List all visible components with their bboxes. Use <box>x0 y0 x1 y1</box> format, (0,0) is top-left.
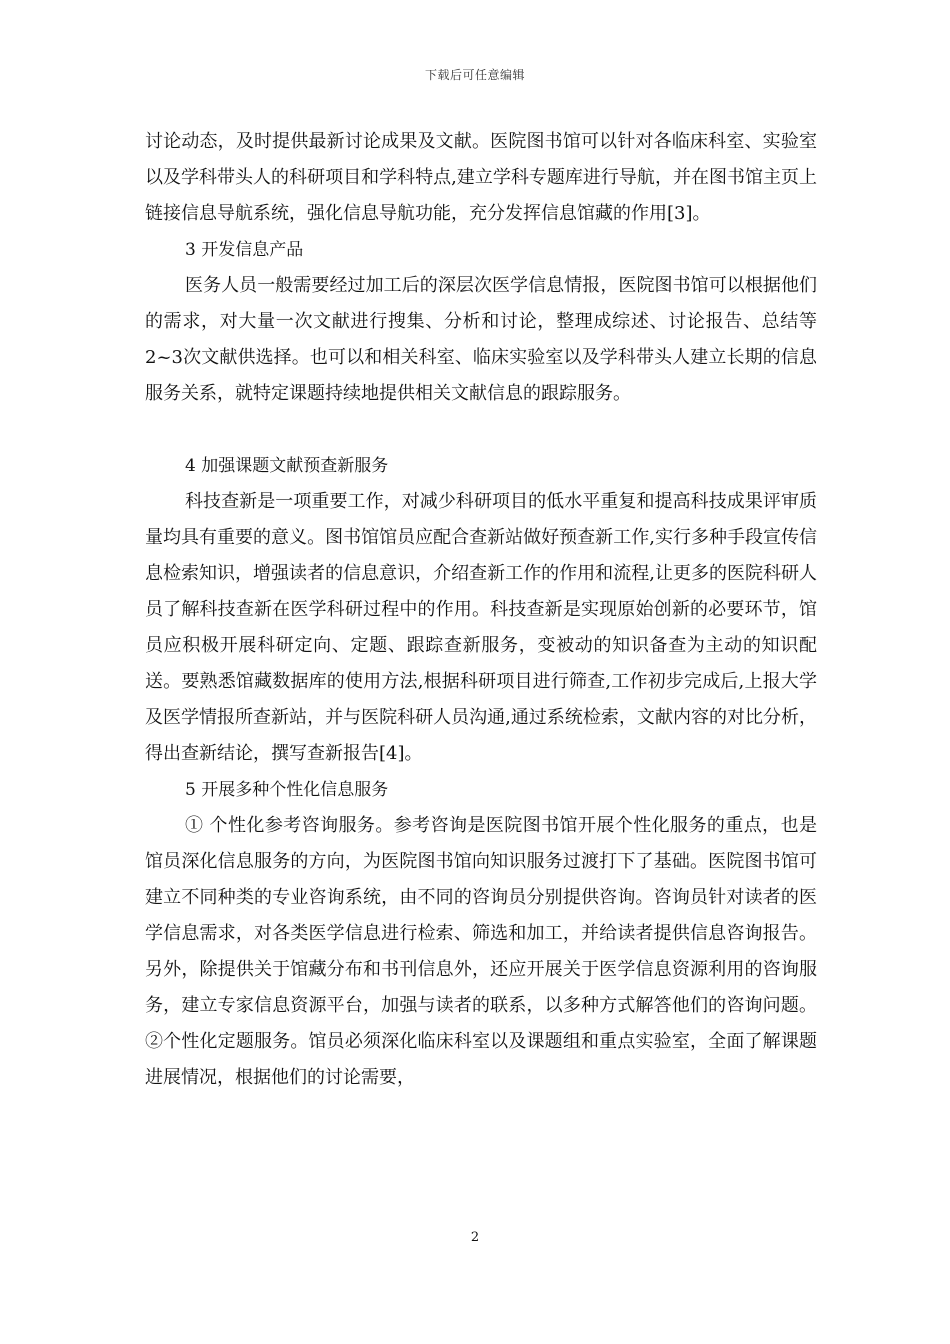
section-heading-3: 3 开发信息产品 <box>185 240 304 260</box>
section-heading-5: 5 开展多种个性化信息服务 <box>185 780 389 800</box>
paragraph-info-products: 医务人员一般需要经过加工后的深层次医学信息情报，医院图书馆可以根据他们的需求，对大量一次文献进行搜集、分析和讨论，整理成综述、讨论报告、总结等2~3次文献供选择。也可以和相关科室、临床实验室以及学科带头人建立长期的信息服务关系，就特定课题持续地提供相关文献信息的跟踪服务。 <box>145 275 817 404</box>
paragraph-navigation: 讨论动态，及时提供最新讨论成果及文献。医院图书馆可以针对各临床科室、实验室以及学科带头人的科研项目和学科特点,建立学科专题库进行导航，并在图书馆主页上链接信息导航系统，强化信息导航功能，充分发挥信息馆藏的作用[3]。 <box>145 131 817 224</box>
paragraph-gap <box>145 412 817 448</box>
page-header-note: 下载后可任意编辑 <box>424 68 525 82</box>
paragraph-novelty-search: 科技查新是一项重要工作，对减少科研项目的低水平重复和提高科技成果评审质量均具有重要的意义。图书馆馆员应配合查新站做好预查新工作,实行多种手段宣传信息检索知识，增强读者的信息意识，介绍查新工作的作用和流程,让更多的医院科研人员了解科技查新在医学科研过程中的作用。科技查新是实现原始创新的必要环节，馆员应积极开展科研定向、定题、跟踪查新服务，变被动的知识备查为主动的知识配送。要熟悉馆藏数据库的使用方法,根据科研项目进行筛查,工作初步完成后,上报大学及医学情报所查新站，并与医院科研人员沟通,通过系统检索，文献内容的对比分析， 得出查新结论，撰写查新报告[4]。 <box>145 491 817 764</box>
paragraph-personalized-services: ① 个性化参考咨询服务。参考咨询是医院图书馆开展个性化服务的重点，也是馆员深化信息服务的方向，为医院图书馆向知识服务过渡打下了基础。医院图书馆可建立不同种类的专业咨询系统，由不同的咨询员分别提供咨询。咨询员针对读者的医学信息需求，对各类医学信息进行检索、筛选和加工，并给读者提供信息咨询报告。另外，除提供关于馆藏分布和书刊信息外，还应开展关于医学信息资源利用的咨询服务，建立专家信息资源平台，加强与读者的联系，以多种方式解答他们的咨询问题。②个性化定题服务。馆员必须深化临床科室以及课题组和重点实验室，全面了解课题进展情况，根据他们的讨论需要， <box>145 815 817 1088</box>
page-number: 2 <box>470 1230 480 1245</box>
section-heading-4: 4 加强课题文献预查新服务 <box>185 456 389 476</box>
document-body <box>145 124 817 1096</box>
